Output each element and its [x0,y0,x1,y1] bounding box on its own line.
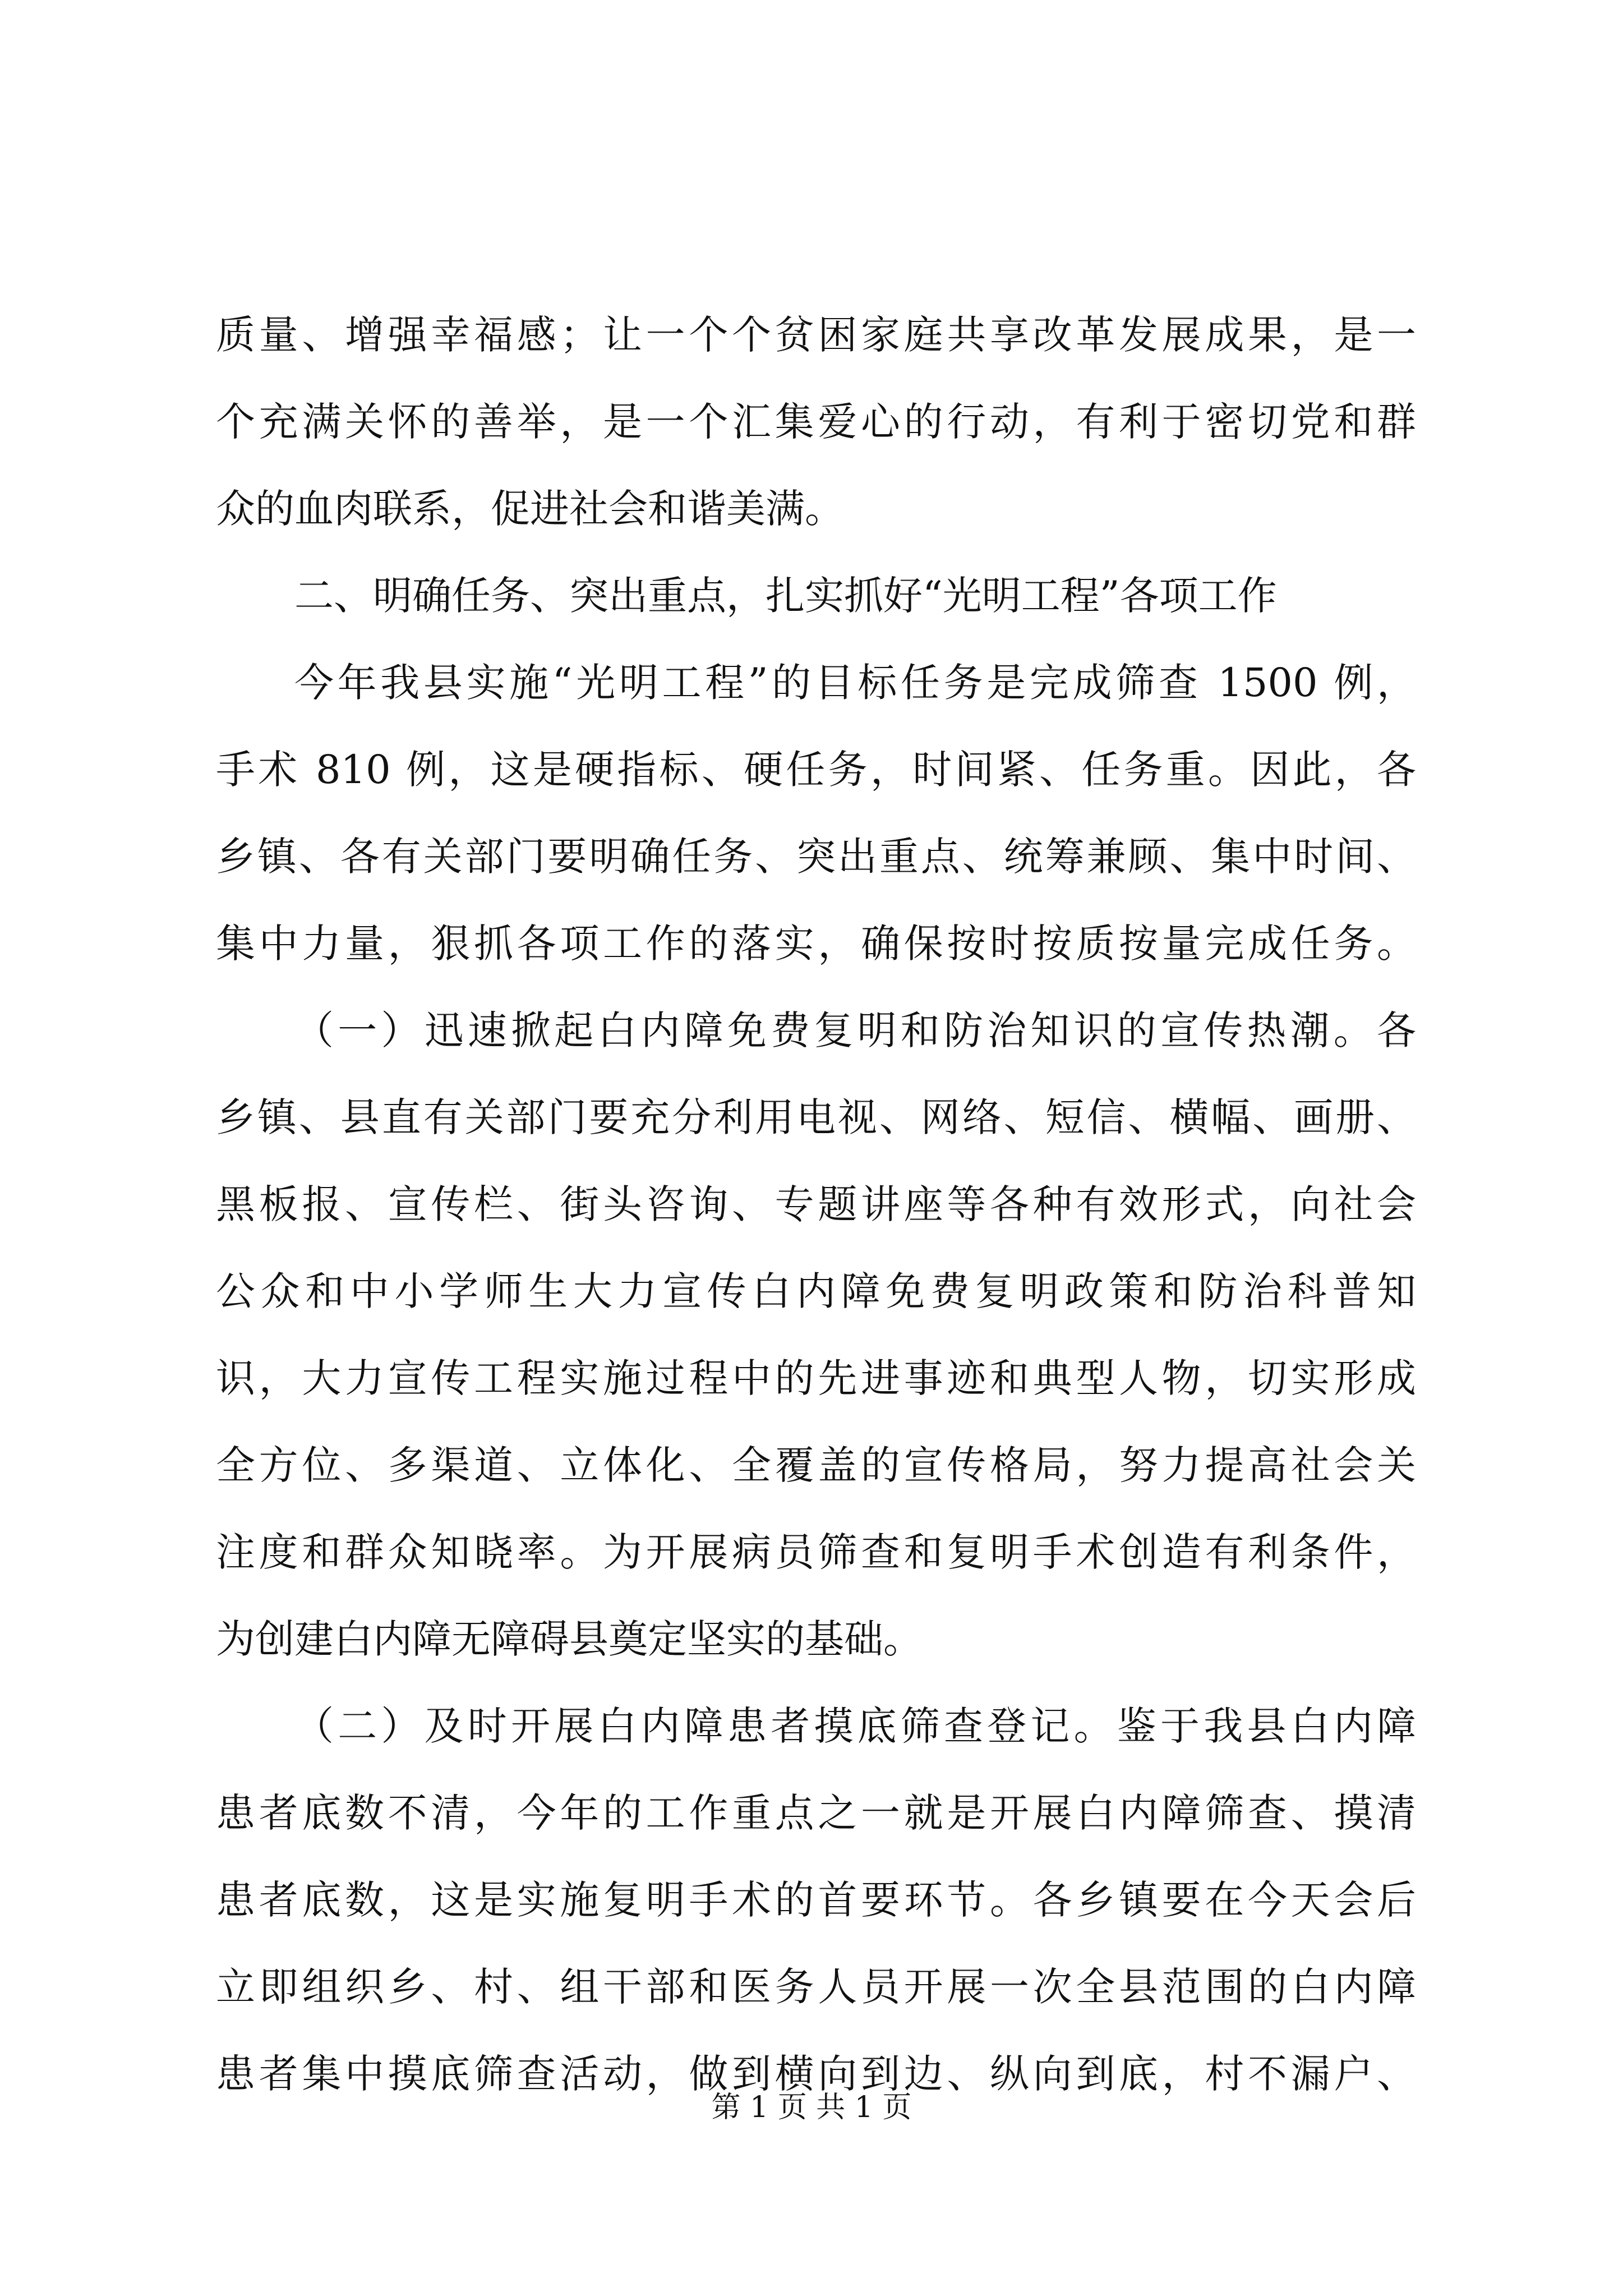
body-line: 今年我县实施“光明工程”的目标任务是完成筛查 1500 例， [294,660,1416,706]
body-line: 识，大力宣传工程实施过程中的先进事迹和典型人物，切实形成 [216,1355,1416,1401]
body-line: 全方位、多渠道、立体化、全覆盖的宣传格局，努力提高社会关 [216,1442,1416,1488]
body-line: 个充满关怀的善举，是一个汇集爱心的行动，有利于密切党和群 [216,399,1416,445]
body-line: 公众和中小学师生大力宣传白内障免费复明政策和防治科普知 [216,1268,1416,1314]
body-line: 立即组织乡、村、组干部和医务人员开展一次全县范围的白内障 [216,1964,1416,2010]
body-line: 患者底数，这是实施复明手术的首要环节。各乡镇要在今天会后 [216,1877,1416,1923]
document-body [216,292,1416,2118]
body-line: 手术 810 例，这是硬指标、硬任务，时间紧、任务重。因此，各 [216,747,1416,793]
body-line: 乡镇、各有关部门要明确任务、突出重点、统筹兼顾、集中时间、 [216,834,1416,880]
page-footer [0,2088,1623,2127]
body-line: 集中力量，狠抓各项工作的落实，确保按时按质按量完成任务。 [216,921,1416,967]
body-line: （一）迅速掀起白内障免费复明和防治知识的宣传热潮。各 [294,1007,1416,1053]
body-line: 黑板报、宣传栏、街头咨询、专题讲座等各种有效形式，向社会 [216,1181,1416,1227]
body-line: 乡镇、县直有关部门要充分利用电视、网络、短信、横幅、画册、 [216,1094,1416,1140]
section-heading: 二、明确任务、突出重点，扎实抓好“光明工程”各项工作 [294,573,1277,619]
body-line: 注度和群众知晓率。为开展病员筛查和复明手术创造有利条件， [216,1529,1416,1575]
body-line: 为创建白内障无障碍县奠定坚实的基础。 [216,1616,923,1662]
body-line: （二）及时开展白内障患者摸底筛查登记。鉴于我县白内障 [294,1703,1416,1749]
page-number-label: 第 1 页 共 1 页 [711,2091,912,2124]
body-line: 患者底数不清，今年的工作重点之一就是开展白内障筛查、摸清 [216,1790,1416,1836]
body-line: 质量、增强幸福感；让一个个贫困家庭共享改革发展成果，是一 [216,312,1416,358]
body-line: 患者集中摸底筛查活动，做到横向到边、纵向到底，村不漏户、 [216,2051,1416,2097]
body-line: 众的血肉联系，促进社会和谐美满。 [216,486,844,532]
